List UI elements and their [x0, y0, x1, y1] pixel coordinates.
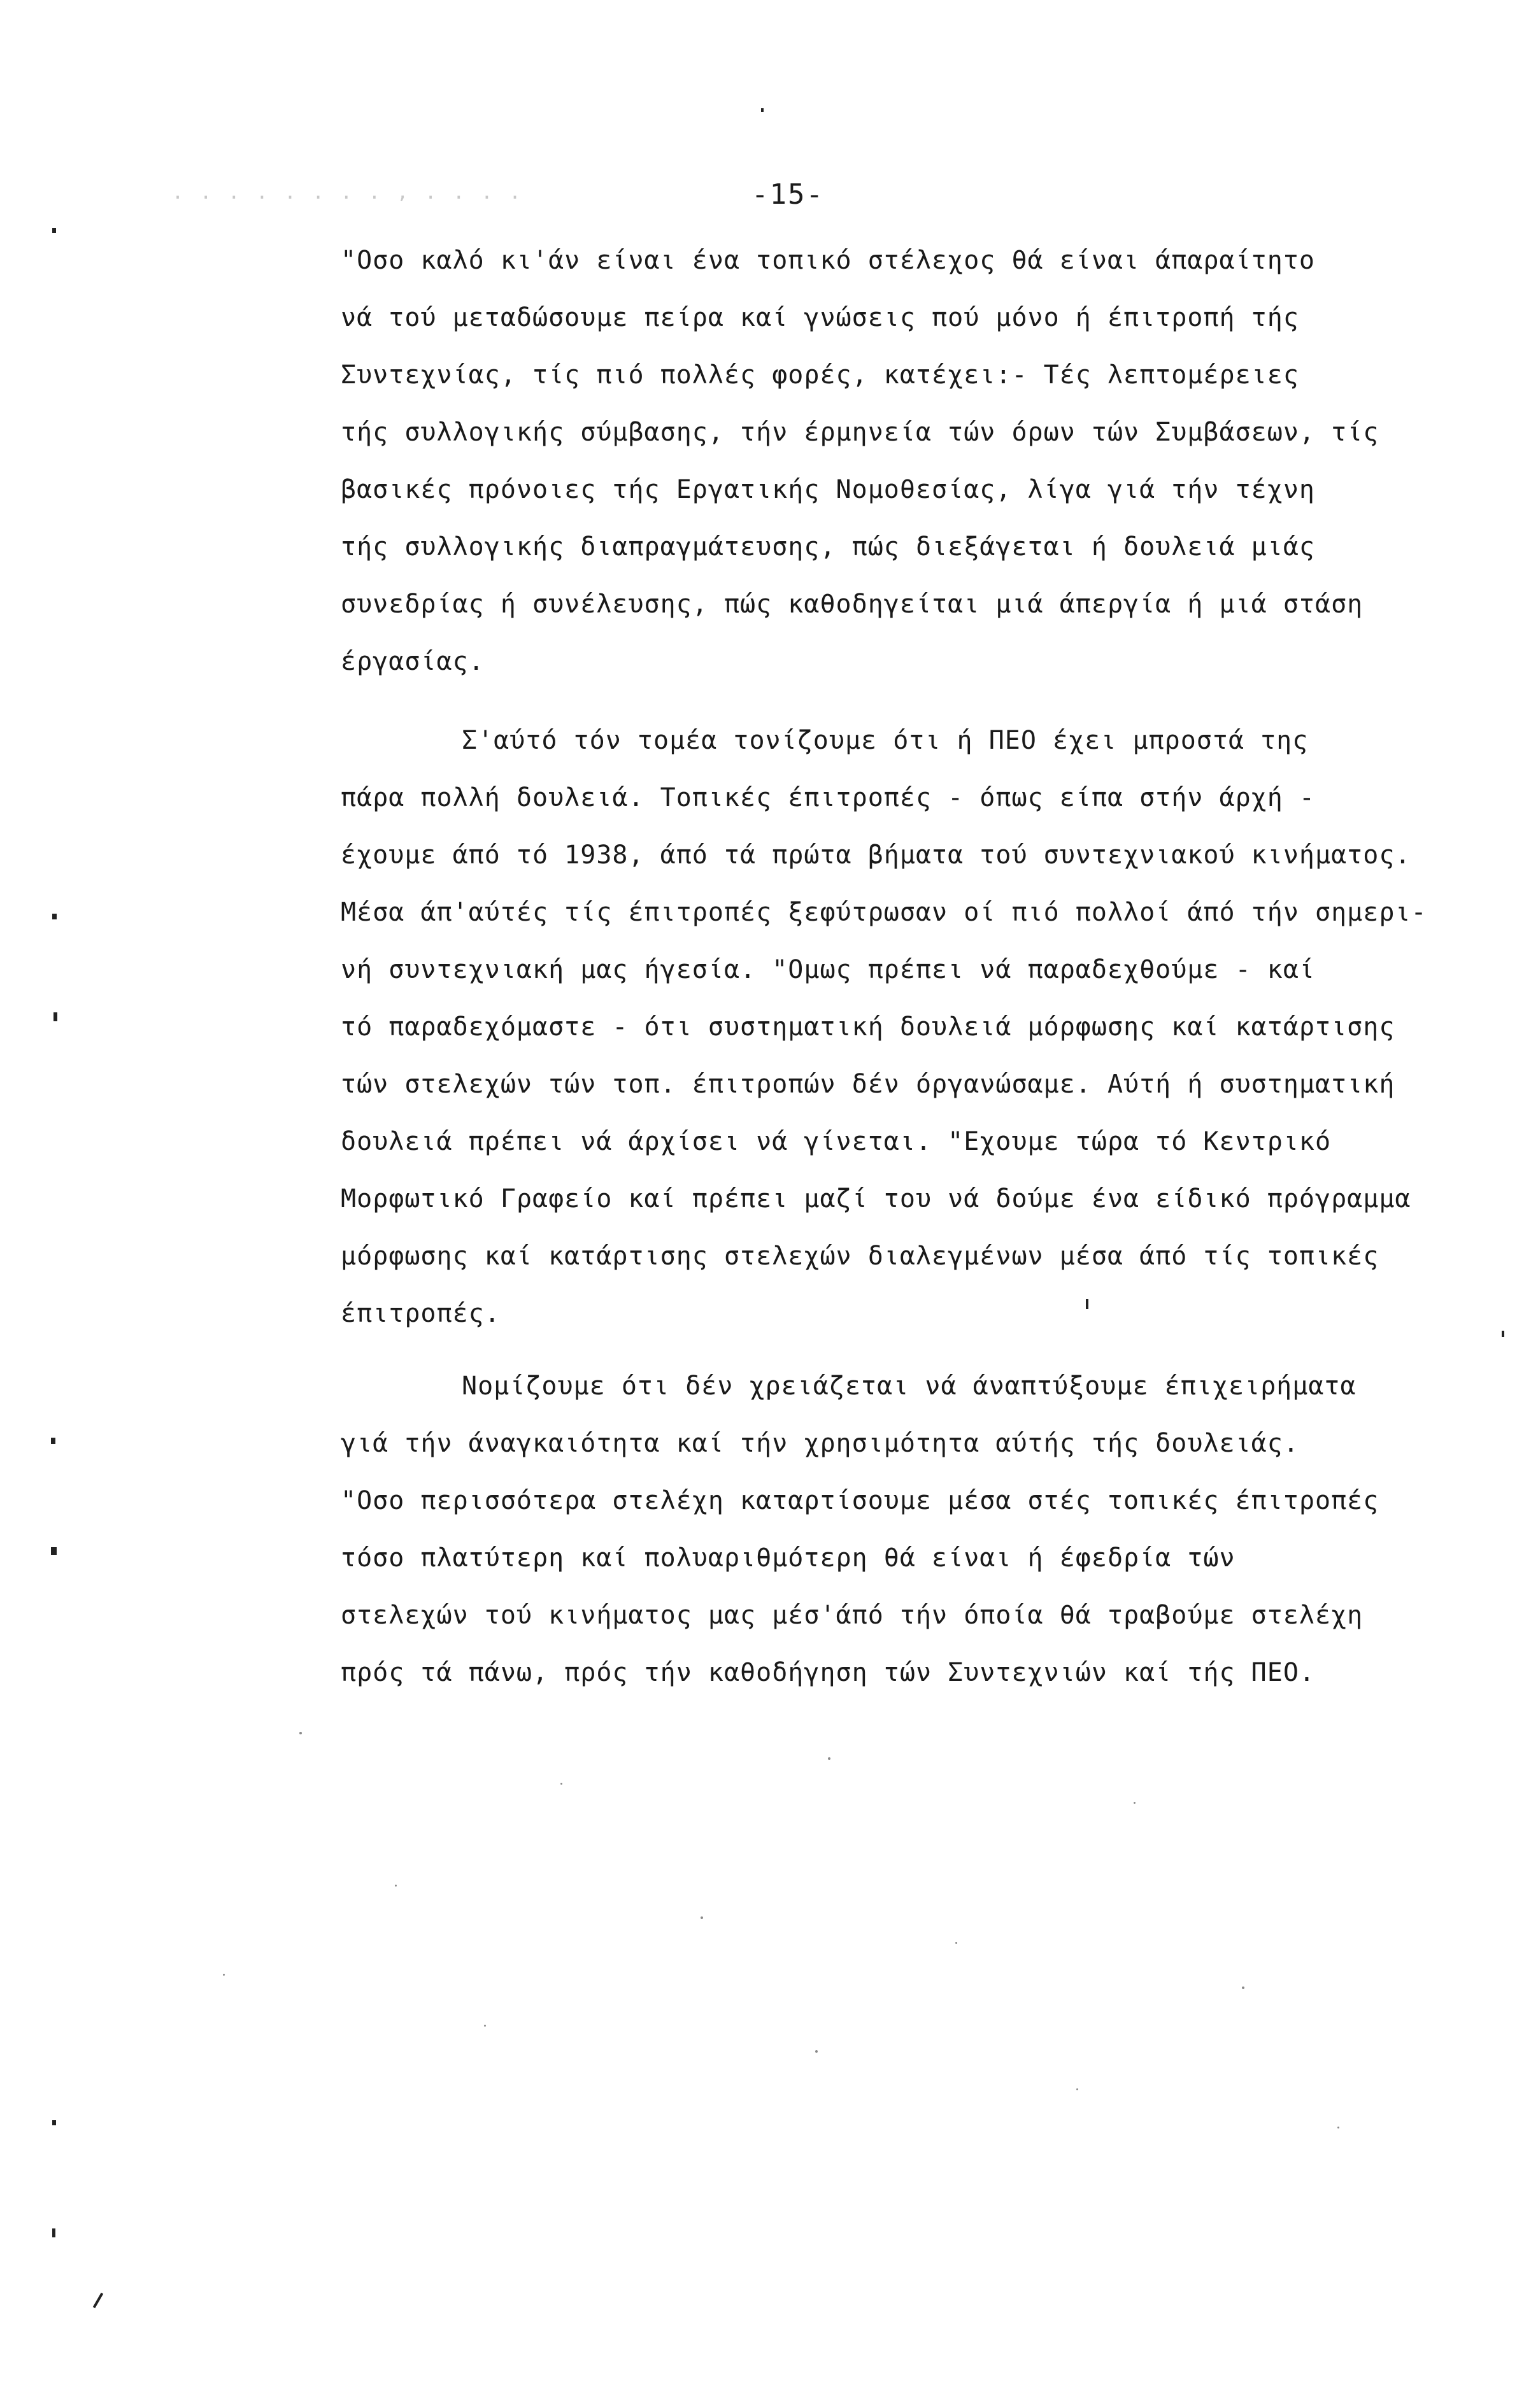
text-line: Μορφωτικό Γραφείο καί πρέπει μαζί του νά δούμε ένα είδικό πρόγραμμα: [341, 1184, 1411, 1214]
text-line: νή συντεχνιακή μας ήγεσία. "Ομως πρέπει νά παραδεχθούμε - καί: [341, 955, 1316, 984]
scan-speck: [1086, 1299, 1088, 1309]
text-line: πρός τά πάνω, πρός τήν καθοδήγηση τών Συντεχνιών καί τής ΠΕΟ.: [341, 1658, 1316, 1687]
scan-speck: [484, 2025, 486, 2027]
text-line: Νομίζουμε ότι δέν χρειάζεται νά άναπτύξουμε έπιχειρήματα: [462, 1371, 1357, 1401]
text-line: γιά τήν άναγκαιότητα καί τήν χρησιμότητα αύτής τής δουλειάς.: [341, 1429, 1299, 1458]
margin-bleed-text: . . . . . . . . , . . . .: [172, 181, 523, 204]
scan-speck: [1502, 1331, 1504, 1337]
scan-speck: [701, 1916, 703, 1919]
scan-speck: [52, 228, 56, 233]
scan-speck: [223, 1974, 225, 1976]
text-line: "Οσο περισσότερα στελέχη καταρτίσουμε μέσα στές τοπικές έπιτροπές: [341, 1486, 1379, 1515]
text-line: τής συλλογικής διαπραγμάτευσης, πώς διεξάγεται ή δουλειά μιάς: [341, 532, 1316, 562]
text-line: Σ'αύτό τόν τομέα τονίζουμε ότι ή ΠΕΟ έχει μπροστά της: [462, 726, 1309, 755]
paragraph-2: [341, 712, 1442, 1342]
text-line: δουλειά πρέπει νά άρχίσει νά γίνεται. "Εχουμε τώρα τό Κεντρικό: [341, 1127, 1332, 1156]
scan-speck: [52, 2228, 55, 2237]
page-number: -15-: [751, 178, 824, 211]
text-line: έχουμε άπό τό 1938, άπό τά πρώτα βήματα τού συντεχνιακού κινήματος.: [341, 840, 1411, 870]
scan-speck: [1337, 2127, 1339, 2128]
paragraph-3: [341, 1357, 1442, 1701]
scan-speck: [1076, 2088, 1078, 2090]
scan-speck: [828, 1757, 830, 1760]
text-line: τό παραδεχόμαστε - ότι συστηματική δουλειά μόρφωσης καί κατάρτισης: [341, 1012, 1395, 1042]
text-line: Συντεχνίας, τίς πιό πολλές φορές, κατέχει:- Τές λεπτομέρειες: [341, 360, 1299, 390]
text-line: πάρα πολλή δουλειά. Τοπικές έπιτροπές - όπως είπα στήν άρχή -: [341, 783, 1316, 812]
scan-speck: [395, 1885, 397, 1887]
paragraph-1: [341, 232, 1442, 690]
text-line: έργασίας.: [341, 647, 485, 676]
scan-speck: [299, 1732, 302, 1734]
scan-speck: [93, 2293, 103, 2309]
scan-speck: [761, 108, 764, 112]
text-line: μόρφωσης καί κατάρτισης στελεχών διαλεγμένων μέσα άπό τίς τοπικές: [341, 1242, 1379, 1271]
text-line: νά τού μεταδώσουμε πείρα καί γνώσεις πού μόνο ή έπιτροπή τής: [341, 303, 1299, 332]
scan-speck: [52, 2120, 56, 2125]
text-line: συνεδρίας ή συνέλευσης, πώς καθοδηγείται μιά άπεργία ή μιά στάση: [341, 590, 1364, 619]
scan-speck: [1134, 1802, 1136, 1804]
scan-speck: [815, 2050, 818, 2053]
scan-speck: [53, 1012, 57, 1021]
text-line: τής συλλογικής σύμβασης, τήν έρμηνεία τών όρων τών Συμβάσεων, τίς: [341, 418, 1379, 447]
scan-speck: [1242, 1987, 1244, 1989]
text-line: Μέσα άπ'αύτές τίς έπιτροπές ξεφύτρωσαν οί πιό πολλοί άπό τήν σημερι-: [341, 898, 1427, 927]
text-line: "Οσο καλό κι'άν είναι ένα τοπικό στέλεχος θά είναι άπαραίτητο: [341, 246, 1316, 275]
text-line: έπιτροπές.: [341, 1299, 501, 1328]
scan-speck: [51, 1547, 57, 1555]
text-line: τόσο πλατύτερη καί πολυαριθμότερη θά είναι ή έφεδρία τών: [341, 1543, 1236, 1573]
scan-speck: [955, 1942, 957, 1944]
text-line: βασικές πρόνοιες τής Εργατικής Νομοθεσίας, λίγα γιά τήν τέχνη: [341, 475, 1316, 504]
scan-speck: [560, 1783, 562, 1785]
text-line: στελεχών τού κινήματος μας μέσ'άπό τήν όποία θά τραβούμε στελέχη: [341, 1601, 1364, 1630]
text-line: τών στελεχών τών τοπ. έπιτροπών δέν όργανώσαμε. Αύτή ή συστηματική: [341, 1070, 1395, 1099]
scan-speck: [52, 914, 57, 919]
scan-speck: [51, 1438, 55, 1444]
